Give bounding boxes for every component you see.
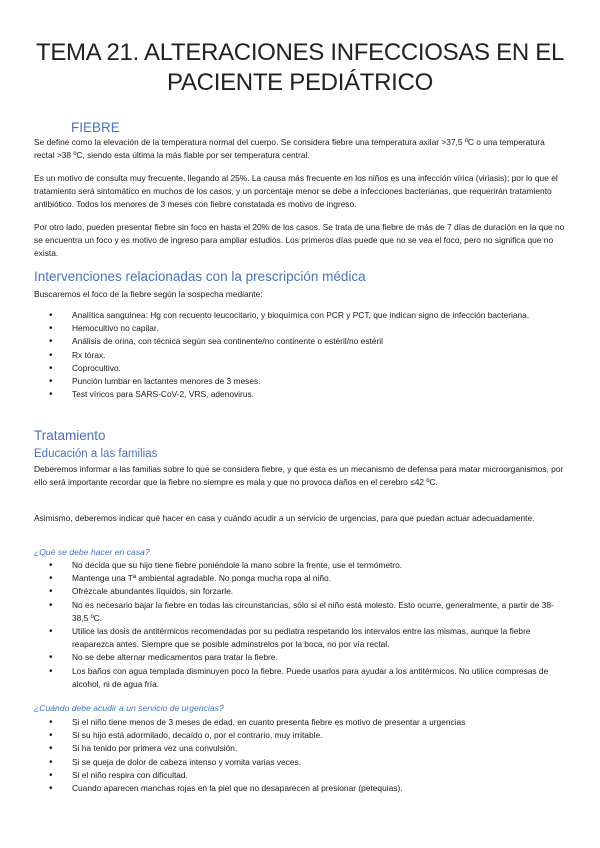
fiebre-paragraph-2: Es un motivo de consulta muy frecuente, llegando al 25%. La causa más frecuente en los niños es una infección vírica (viriasis); por lo que el tratamiento será sintomático en muchos de los casos, y un porcentaje menor se debe a infecciones bacterianas, que requerirán tratamiento antibiótico. Todos los menores de 3 meses con fiebre constatada es motivo de ingreso. (34, 173, 558, 210)
list-item: • Hemocultivo no capilar. (34, 322, 566, 335)
tratamiento-paragraph-1: Deberemos informar a las familias sobre lo que se considera fiebre, y que esta es un mecanismo de defensa para matar microorganismos, por ello será importante recordar que la fiebre no siempre es mala y que no provoca daños en el cerebro ≤42 ºC. (34, 464, 564, 488)
list-item: • Ofrézcale abundantes líquidos, sin forzarle. (34, 585, 566, 598)
title-line-1: TEMA 21. ALTERACIONES INFECCIOSAS EN EL (35, 39, 564, 66)
intervenciones-intro: Buscaremos el foco de la fiebre según la sospecha mediante: (34, 289, 263, 299)
title-line-2: PACIENTE PEDIÁTRICO (167, 69, 433, 96)
list-item: • Test víricos para SARS-CoV-2, VRS, adenovirus. (34, 388, 566, 401)
list-item: • Si se queja de dolor de cabeza intenso y vomita varias veces. (34, 756, 566, 769)
heading-fiebre: FIEBRE (71, 120, 120, 135)
list-item: • Si ha tenido por primera vez una convulsión. (34, 742, 566, 755)
list-item: • Si su hijo está adormilado, decaído o, por el contrario, muy irritable. (34, 729, 566, 742)
casa-list (34, 559, 566, 691)
list-item: • No es necesario bajar la fiebre en todas las circunstancias, sólo si el niño está molesto. Esto ocurre, generalmente, a partir de 38-38,5 ºC. (34, 599, 566, 625)
heading-educacion: Educación a las familias (34, 448, 158, 460)
list-item: • Los baños con agua templada disminuyen poco la fiebre. Puede usarlos para ayudar a los antitérmicos. No utilice compresas de alcohol, ni de agua fría. (34, 665, 566, 691)
list-item: • Si el niño respira con dificultad. (34, 769, 566, 782)
list-item: • Punción lumbar en lactantes menores de 3 meses. (34, 375, 566, 388)
list-item: • Mantenga una Tª ambiental agradable. No ponga mucha ropa al niño. (34, 572, 566, 585)
heading-intervenciones: Intervenciones relacionadas con la prescripción médica (34, 269, 366, 284)
list-item: • No decida que su hijo tiene fiebre poniéndole la mano sobre la frente, use el termómetro. (34, 559, 566, 572)
tratamiento-paragraph-2: Asimismo, deberemos indicar qué hacer en casa y cuándo acudir a un servicio de urgencias, para que puedan actuar adecuadamente. (34, 513, 535, 523)
list-item: • Cuando aparecen manchas rojas en la piel que no desaparecen al presionar (petequias). (34, 782, 566, 795)
list-item: • Si el niño tiene menos de 3 meses de edad, en cuanto presenta fiebre es motivo de presentar a urgencias (34, 716, 566, 729)
pruebas-list (34, 309, 566, 401)
list-item: • Analítica sanguínea: Hg con recuento leucocitario, y bioquímica con PCR y PCT, que indican signo de infección bacteriana. (34, 309, 566, 322)
list-item: • Coprocultivo. (34, 362, 566, 375)
heading-tratamiento: Tratamiento (34, 428, 106, 443)
question-casa: ¿Qué se debe hacer en casa? (34, 547, 150, 557)
list-item: • Análisis de orina, con técnica según sea continente/no continente o estéril/no estéril (34, 335, 566, 348)
list-item: • No se debe alternar medicamentos para tratar la fiebre. (34, 651, 566, 664)
question-urgencias: ¿Cuándo debe acudir a un servicio de urgencias? (34, 703, 224, 713)
document-title (34, 38, 566, 98)
fiebre-paragraph-3: Por otro lado, pueden presentar fiebre sin foco en hasta el 20% de los casos. Se trata de una fiebre de más de 7 días de duración en la que no se encuentra un foco y es motivo de ingreso para ampliar estudios. Los primeros días puede que no se vea el foco, pero no significa que no exista. (34, 222, 565, 259)
urgencias-list (34, 716, 566, 795)
list-item: • Rx tórax. (34, 349, 566, 362)
list-item: • Utilice las dosis de antitérmicos recomendadas por su pediatra respetando los intervalos entre las mismas, aunque la fiebre reaparezca antes. Siempre que se posible adminstrelos por la boca, no por vía rectal. (34, 625, 566, 651)
fiebre-paragraph-1: Se define como la elevación de la temperatura normal del cuerpo. Se considera fiebre una temperatura axilar >37,5 ºC o una temperatura rectal >38 ºC, siendo esta última la más fiable por ser temperatura central. (34, 137, 545, 161)
